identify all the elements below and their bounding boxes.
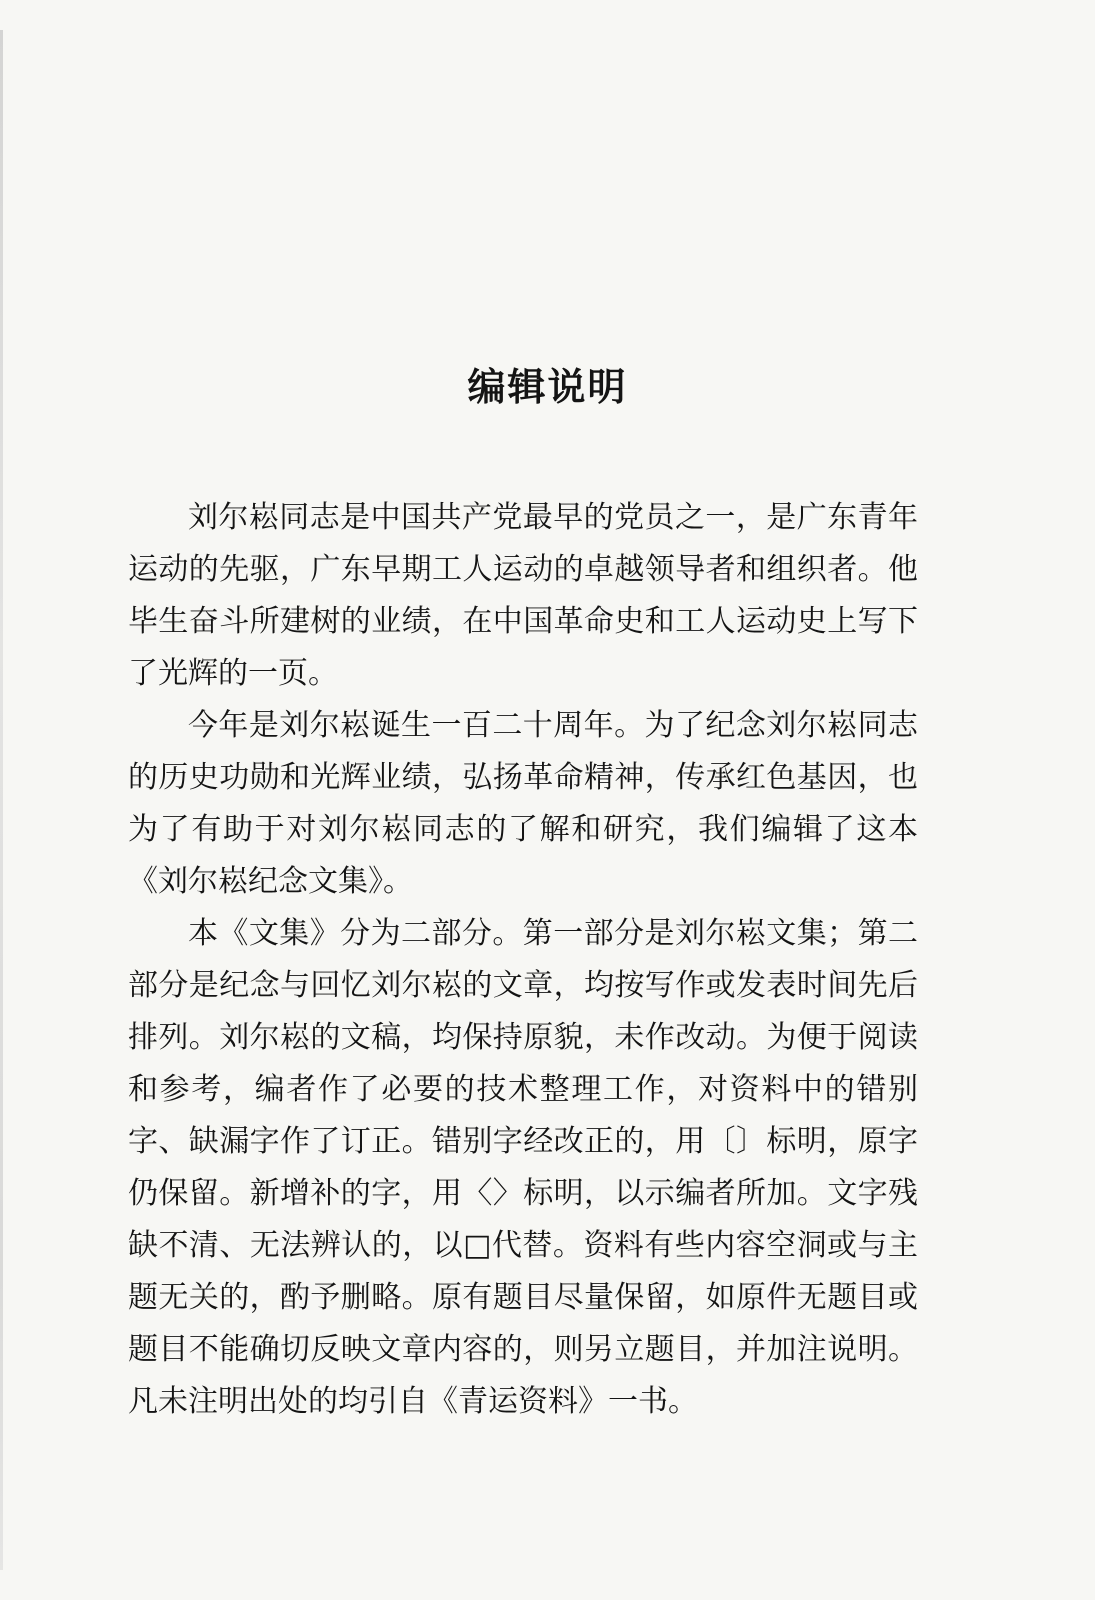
paragraph-intro: 刘尔崧同志是中国共产党最早的党员之一，是广东青年运动的先驱，广东早期工人运动的卓越领导者和组织者。他毕生奋斗所建树的业绩，在中国革命史和工人运动史上写下了光辉的一页。: [128, 500, 918, 691]
page-title: 编辑说明: [467, 365, 628, 410]
page-binding-edge: [0, 30, 3, 1570]
paragraph-editorial-notes: 本《文集》分为二部分。第一部分是刘尔崧文集；第二部分是纪念与回忆刘尔崧的文章，均按写作或发表时间先后排列。刘尔崧的文稿，均保持原貌，未作改动。为便于阅读和参考，编者作了必要的技术整理工作，对资料中的错别字、缺漏字作了订正。错别字经改正的，用〔〕标明，原字仍保留。新增补的字，用〈〉标明，以示编者所加。文字残缺不清、无法辨认的，以□代替。资料有些内容空洞或与主题无关的，酌予删略。原有题目尽量保留，如原件无题目或题目不能确切反映文章内容的，则另立题目，并加注说明。凡未注明出处的均引自《青运资料》一书。: [128, 916, 918, 1419]
body-text: [128, 492, 918, 1428]
paragraph-purpose: 今年是刘尔崧诞生一百二十周年。为了纪念刘尔崧同志的历史功勋和光辉业绩，弘扬革命精神，传承红色基因，也为了有助于对刘尔崧同志的了解和研究，我们编辑了这本《刘尔崧纪念文集》。: [128, 708, 918, 899]
